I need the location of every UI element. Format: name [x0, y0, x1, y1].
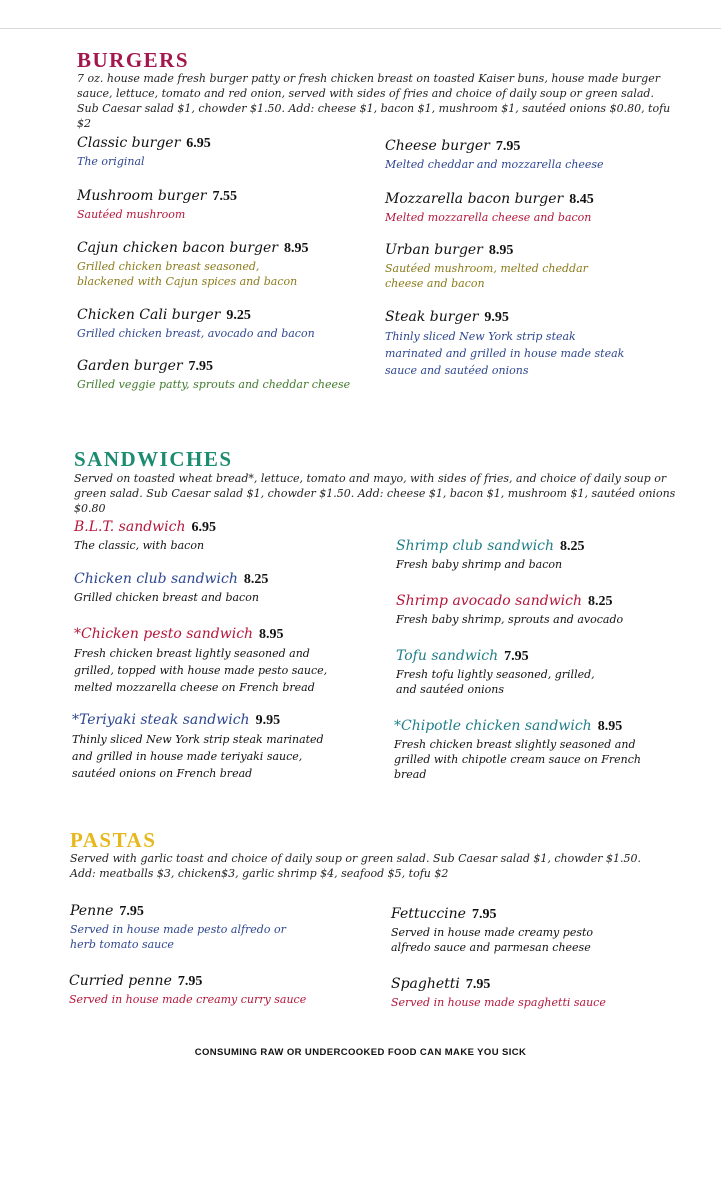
menu-item-garden-burger [77, 357, 377, 392]
menu-item-tofu-sandwich [396, 647, 611, 697]
item-description: Served in house made spaghetti sauce [391, 996, 606, 1009]
item-name: *Chipotle chicken sandwich [394, 718, 592, 734]
sandwiches-title: SANDWICHES [74, 447, 233, 471]
sandwiches-intro: Served on toasted wheat bread*, lettuce, tomato and mayo, with sides of fries, and choice of daily soup or green salad. Sub Caesar salad $1, chowder $1.50. Add: cheese $1, bacon $1, mushroom $1, sautéed onions $0.80 [74, 472, 676, 515]
food-safety-notice: CONSUMING RAW OR UNDERCOOKED FOOD CAN MAKE YOU SICK [194, 1047, 527, 1058]
item-description: Fresh chicken breast lightly seasoned and grilled, topped with house made pesto sauce, melted mozzarella cheese on French bread [74, 647, 328, 694]
item-description: Grilled veggie patty, sprouts and cheddar cheese [77, 378, 351, 391]
menu-item-teriyaki-steak-sandwich [72, 711, 337, 782]
item-name: Penne [70, 903, 114, 919]
menu-item-chicken-club-sandwich [74, 570, 374, 605]
item-price: 8.95 [259, 627, 284, 642]
item-price: 8.25 [560, 539, 585, 554]
item-name: *Chicken pesto sandwich [74, 626, 254, 642]
item-description: Grilled chicken breast, avocado and bacon [77, 327, 315, 340]
menu-item-chicken-pesto-sandwich [74, 625, 329, 696]
item-price: 7.95 [177, 974, 203, 989]
item-name: Chicken Cali burger [77, 307, 221, 323]
item-name: Urban burger [385, 242, 483, 258]
item-name: Shrimp avocado sandwich [396, 593, 583, 609]
menu-item-shrimp-avocado-sandwich [396, 592, 696, 627]
item-name: Shrimp club sandwich [396, 538, 555, 554]
item-description: Served in house made pesto alfredo or herb tomato sauce [70, 923, 286, 951]
item-name: Curried penne [69, 973, 172, 989]
page-top-rule [0, 28, 721, 29]
item-price: 6.95 [191, 520, 216, 535]
item-price: 9.95 [255, 713, 281, 728]
burgers-intro: 7 oz. house made fresh burger patty or fresh chicken breast on toasted Kaiser buns, house made burger sauce, lettuce, tomato and red onion, served with sides of fries and choice of daily soup or green salad. Sub Caesar salad $1, chowder $1.50. Add: cheese $1, bacon $1, mushroom $1, sautéed onions $0.80, tofu $2 [77, 72, 671, 130]
item-price: 7.55 [212, 189, 237, 204]
item-price: 9.95 [484, 310, 509, 325]
item-description: Served in house made creamy pesto alfredo sauce and parmesan cheese [391, 926, 594, 954]
item-description: The classic, with bacon [74, 539, 205, 552]
item-price: 8.25 [243, 572, 269, 587]
menu-item-mozzarella-bacon-burger [385, 190, 675, 225]
item-name: Cheese burger [385, 138, 490, 154]
menu-item-chicken-cali-burger [77, 306, 367, 341]
item-price: 7.95 [119, 904, 144, 919]
item-description: Served in house made creamy curry sauce [69, 993, 307, 1006]
item-description: Fresh tofu lightly seasoned, grilled, and sautéed onions [396, 668, 595, 696]
item-description: Fresh baby shrimp and bacon [396, 558, 563, 571]
item-price: 8.95 [597, 719, 623, 734]
item-name: Tofu sandwich [396, 648, 499, 664]
menu-item-penne [70, 902, 290, 952]
item-description: Fresh baby shrimp, sprouts and avocado [396, 613, 624, 626]
burgers-title: BURGERS [77, 48, 190, 72]
item-description: Thinly sliced New York strip steak marinated and grilled in house made steak sauce and sautéed onions [385, 330, 625, 377]
menu-item-blt-sandwich [74, 518, 364, 553]
item-description: Melted mozzarella cheese and bacon [385, 211, 592, 224]
pastas-title: PASTAS [70, 828, 157, 852]
item-price: 8.25 [588, 594, 613, 609]
item-name: Mozzarella bacon burger [385, 191, 564, 207]
item-name: B.L.T. sandwich [74, 519, 186, 535]
item-name: Mushroom burger [77, 188, 207, 204]
item-name: Spaghetti [391, 976, 460, 992]
item-description: Sautéed mushroom [77, 208, 186, 221]
item-description: Melted cheddar and mozzarella cheese [385, 158, 604, 171]
item-price: 7.95 [465, 977, 491, 992]
menu-item-classic-burger [77, 134, 367, 169]
item-price: 9.25 [226, 308, 251, 323]
menu-item-urban-burger [385, 241, 615, 291]
item-price: 7.95 [504, 649, 529, 664]
menu-item-mushroom-burger [77, 187, 367, 222]
menu-item-fettuccine [391, 905, 611, 955]
item-name: *Teriyaki steak sandwich [72, 712, 250, 728]
item-description: Thinly sliced New York strip steak marinated and grilled in house made teriyaki sauce, sautéed onions on French bread [72, 733, 324, 780]
item-price: 8.45 [569, 192, 594, 207]
item-description: Fresh chicken breast slightly seasoned and grilled with chipotle cream sauce on French bread [394, 738, 642, 781]
item-name: Fettuccine [391, 906, 466, 922]
item-price: 8.95 [488, 243, 514, 258]
menu-item-steak-burger [385, 308, 630, 379]
menu-item-cajun-chicken-bacon-burger [77, 239, 307, 289]
item-price: 8.95 [283, 241, 309, 256]
menu-item-shrimp-club-sandwich [396, 537, 686, 572]
menu-item-spaghetti [391, 975, 691, 1010]
menu-item-chipotle-chicken-sandwich [394, 717, 664, 782]
pastas-intro: Served with garlic toast and choice of daily soup or green salad. Sub Caesar salad $1, chowder $1.50. Add: meatballs $3, chicken$3, garlic shrimp $4, seafood $5, tofu $2 [70, 852, 641, 880]
item-description: Sautéed mushroom, melted cheddar cheese and bacon [385, 262, 588, 290]
item-name: Garden burger [77, 358, 183, 374]
item-name: Cajun chicken bacon burger [77, 240, 278, 256]
item-price: 6.95 [186, 136, 211, 151]
item-price: 7.95 [188, 359, 214, 374]
item-description: Grilled chicken breast and bacon [74, 591, 259, 604]
menu-item-curried-penne [69, 972, 369, 1007]
item-price: 7.95 [495, 139, 521, 154]
item-description: Grilled chicken breast seasoned, blackened with Cajun spices and bacon [77, 260, 298, 288]
item-name: Steak burger [385, 309, 479, 325]
item-name: Chicken club sandwich [74, 571, 238, 587]
item-name: Classic burger [77, 135, 181, 151]
item-price: 7.95 [471, 907, 497, 922]
menu-item-cheese-burger [385, 137, 665, 172]
item-description: The original [77, 155, 145, 168]
